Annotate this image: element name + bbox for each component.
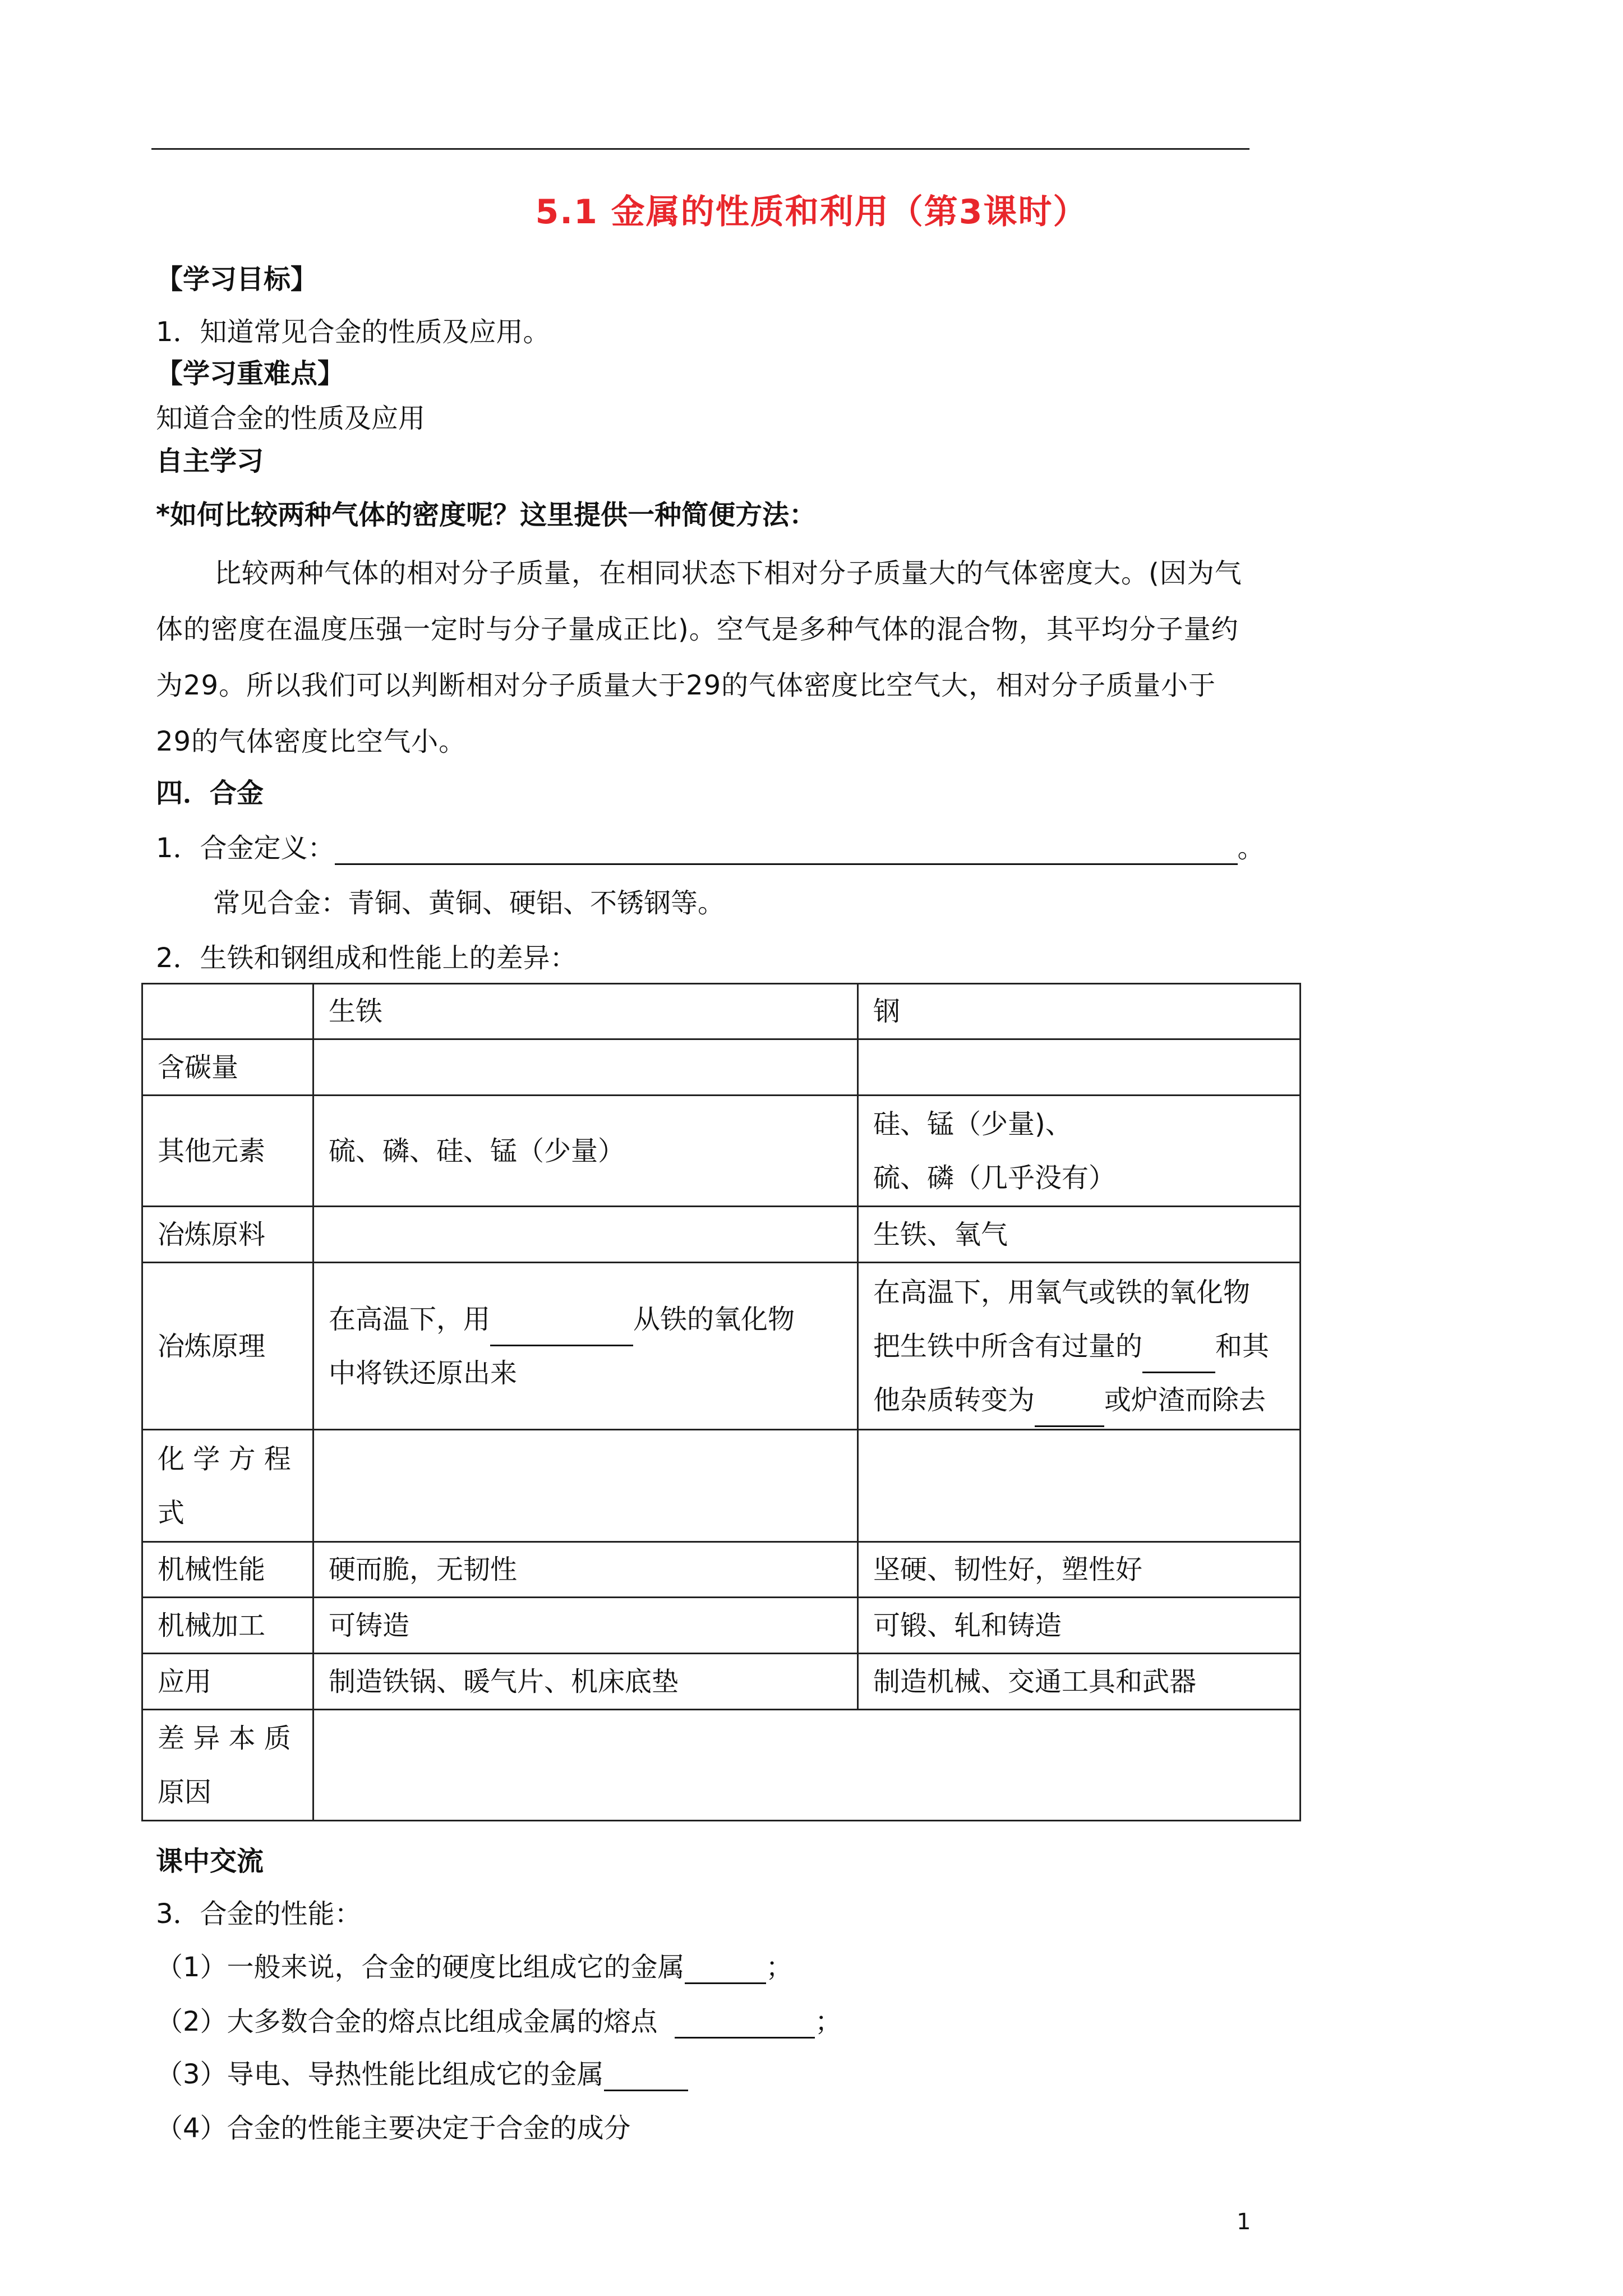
question-line: *如何比较两种气体的密度呢？这里提供一种简便方法： <box>156 499 817 531</box>
comparison-table <box>141 983 1301 1821</box>
self-study-heading: 自主学习 <box>156 445 264 477</box>
property-3-blank[interactable] <box>604 2062 688 2091</box>
page-number: 1 <box>1237 2209 1251 2235</box>
goal-1: 1．知道常见合金的性质及应用。 <box>156 316 550 348</box>
row-label-mech: 机械性能 <box>142 1542 313 1598</box>
essence-label-line-2: 原因 <box>158 1776 212 1808</box>
cell-raw-steel: 生铁、氧气 <box>858 1207 1301 1263</box>
table-row <box>142 1096 1301 1207</box>
page-title: 5.1 金属的性质和利用（第3课时） <box>535 192 1088 232</box>
property-2-blank[interactable] <box>675 2009 815 2039</box>
key-text: 知道合金的性质及应用 <box>156 403 426 434</box>
principle-steel-text-a: 把生铁中所含有过量的 <box>873 1330 1143 1362</box>
definition-label: 1．合金定义： <box>156 832 335 864</box>
cell-elements-steel <box>858 1096 1301 1207</box>
table-row <box>142 1039 1301 1096</box>
cell-mech-steel: 坚硬、韧性好，塑性好 <box>858 1542 1301 1598</box>
property-1 <box>156 1950 793 1984</box>
cell-equation-pig <box>313 1430 858 1542</box>
cell-essence <box>313 1710 1301 1821</box>
elements-steel-line-1: 硅、锰（少量)、 <box>873 1108 1072 1140</box>
row-label-principle: 冶炼原理 <box>142 1263 313 1430</box>
item-3: 3．合金的性能： <box>156 1898 362 1930</box>
equation-label-line-2: 式 <box>158 1497 185 1529</box>
header-empty <box>142 984 313 1039</box>
table-row <box>142 1430 1301 1542</box>
principle-pig-text-a: 在高温下，用 <box>329 1303 491 1335</box>
cell-carbon-steel <box>858 1039 1301 1096</box>
row-label-processing: 机械加工 <box>142 1598 313 1654</box>
table-row <box>142 1710 1301 1821</box>
key-heading: 【学习重难点】 <box>156 358 345 389</box>
cell-raw-pig <box>313 1207 858 1263</box>
property-1-text: （1）一般来说，合金的硬度比组成它的金属 <box>156 1952 685 1983</box>
principle-steel-text-d: 或炉渣而除去 <box>1104 1384 1266 1416</box>
property-2 <box>156 2005 842 2039</box>
principle-pig-line-2: 中将铁还原出来 <box>329 1357 518 1389</box>
essence-label-line-1: 差 异 本 质 <box>158 1722 291 1754</box>
cell-equation-steel <box>858 1430 1301 1542</box>
alloy-definition <box>156 831 1265 865</box>
table-row <box>142 1654 1301 1710</box>
row-label-equation <box>142 1430 313 1542</box>
property-3-text: （3）导电、导热性能比组成它的金属 <box>156 2059 604 2090</box>
table-row <box>142 1542 1301 1598</box>
goals-heading: 【学习目标】 <box>156 264 318 295</box>
header-pig-iron: 生铁 <box>313 984 858 1039</box>
cell-carbon-pig <box>313 1039 858 1096</box>
principle-pig-line-1 <box>329 1292 842 1346</box>
principle-steel-text-c: 他杂质转变为 <box>873 1384 1035 1416</box>
principle-pig-blank[interactable] <box>490 1317 633 1346</box>
principle-steel-text-b: 和其 <box>1215 1330 1270 1362</box>
row-label-essence <box>142 1710 313 1821</box>
property-3 <box>156 2058 688 2091</box>
definition-end: 。 <box>1237 832 1265 864</box>
header-steel: 钢 <box>858 984 1301 1039</box>
item-2: 2．生铁和钢组成和性能上的差异： <box>156 942 577 974</box>
cell-mech-pig: 硬而脆，无韧性 <box>313 1542 858 1598</box>
cell-elements-pig: 硫、磷、硅、锰（少量） <box>313 1096 858 1207</box>
cell-application-pig: 制造铁锅、暖气片、机床底垫 <box>313 1654 858 1710</box>
density-paragraph: 比较两种气体的相对分子质量，在相同状态下相对分子质量大的气体密度大。(因为气体的密度在温度压强一定时与分子量成正比)。空气是多种气体的混合物，其平均分子量约为29。所以我们可以判断相对分子质量大于29的气体密度比空气大，相对分子质量小于29的气体密度比空气小。 <box>156 558 1242 757</box>
principle-steel-line-2 <box>873 1319 1285 1373</box>
property-2-end: ； <box>815 2006 842 2037</box>
table-row <box>142 984 1301 1039</box>
class-exchange-heading: 课中交流 <box>156 1846 264 1877</box>
cell-principle-pig <box>313 1263 858 1430</box>
cell-processing-pig: 可铸造 <box>313 1598 858 1654</box>
row-label-elements: 其他元素 <box>142 1096 313 1207</box>
section-alloy: 四．合金 <box>156 777 264 809</box>
principle-steel-line-3 <box>873 1373 1285 1427</box>
row-label-carbon: 含碳量 <box>142 1039 313 1096</box>
table-row <box>142 1263 1301 1430</box>
property-1-end: ； <box>766 1952 793 1983</box>
property-4: （4）合金的性能主要决定于合金的成分 <box>156 2113 631 2144</box>
principle-steel-blank-2[interactable] <box>1035 1397 1104 1427</box>
row-label-raw: 冶炼原料 <box>142 1207 313 1263</box>
cell-principle-steel <box>858 1263 1301 1430</box>
principle-steel-blank-1[interactable] <box>1142 1343 1215 1373</box>
principle-pig-text-b: 从铁的氧化物 <box>633 1303 795 1335</box>
cell-processing-steel: 可锻、轧和铸造 <box>858 1598 1301 1654</box>
equation-label-line-1: 化 学 方 程 <box>158 1443 291 1475</box>
common-alloys: 常见合金：青铜、黄铜、硬铝、不锈钢等。 <box>213 887 725 919</box>
principle-steel-line-1: 在高温下，用氧气或铁的氧化物 <box>873 1276 1251 1308</box>
table-row <box>142 1598 1301 1654</box>
row-label-application: 应用 <box>142 1654 313 1710</box>
cell-application-steel: 制造机械、交通工具和武器 <box>858 1654 1301 1710</box>
header-rule <box>151 148 1249 150</box>
property-1-blank[interactable] <box>685 1954 766 1984</box>
table-row <box>142 1207 1301 1263</box>
definition-blank[interactable] <box>335 835 1238 865</box>
elements-steel-line-2: 硫、磷（几乎没有） <box>873 1162 1116 1194</box>
property-2-text: （2）大多数合金的熔点比组成金属的熔点 <box>156 2006 658 2037</box>
